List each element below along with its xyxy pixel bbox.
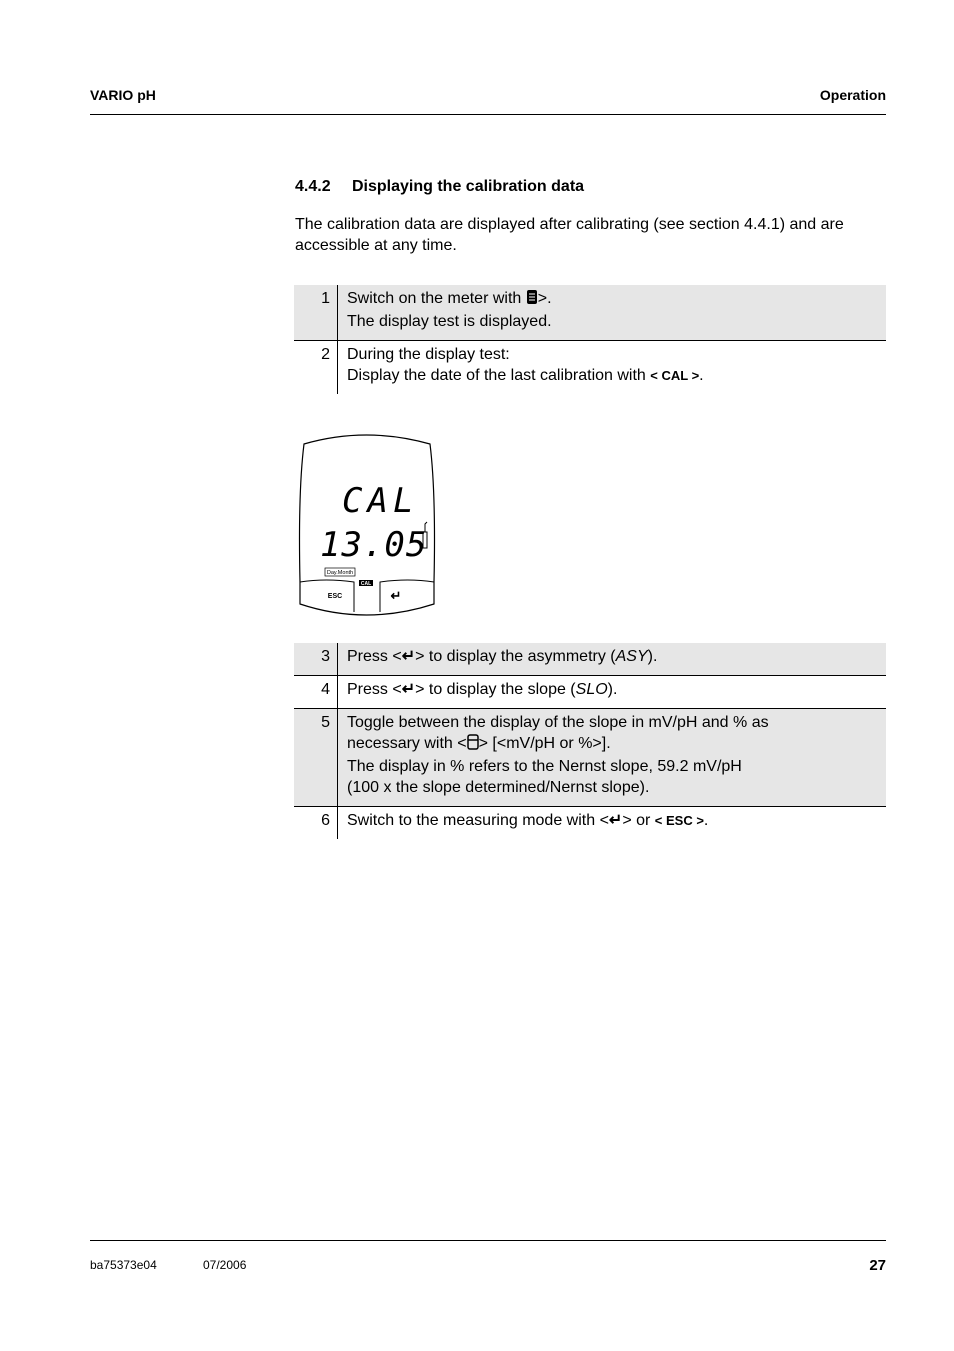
text: Press < bbox=[347, 648, 402, 665]
footer-doc-number: ba75373e04 bbox=[90, 1258, 157, 1272]
enter-key-icon: ↵ bbox=[608, 812, 623, 829]
text: > [<mV/pH or %>]. bbox=[478, 735, 611, 752]
header-section: Operation bbox=[819, 87, 886, 103]
intro-paragraph: The calibration data are displayed after calibrating (see section 4.4.1) and are accessible at any time. bbox=[295, 216, 844, 254]
step-number: 1 bbox=[294, 285, 338, 340]
mode-key-icon bbox=[467, 734, 479, 756]
text: necessary with < bbox=[347, 735, 467, 752]
step-text bbox=[338, 676, 617, 708]
text: > to display the slope ( bbox=[415, 681, 576, 698]
text: (100 x the slope determined/Nernst slope). bbox=[347, 779, 650, 796]
step-number: 2 bbox=[294, 341, 338, 394]
text: > or bbox=[622, 812, 655, 829]
step-row bbox=[294, 643, 886, 675]
header-rule bbox=[90, 114, 886, 115]
cal-key: < CAL > bbox=[650, 368, 700, 383]
text: Switch to the measuring mode with < bbox=[347, 812, 609, 829]
text: The display in % refers to the Nernst slope, 59.2 mV/pH bbox=[347, 758, 742, 775]
page-number: 27 bbox=[869, 1257, 886, 1274]
text: ASY bbox=[615, 648, 648, 665]
step-number: 4 bbox=[294, 676, 338, 708]
text: Toggle between the display of the slope in mV/pH and % as bbox=[347, 714, 769, 731]
enter-button-label: ↵ bbox=[390, 588, 402, 603]
step-row bbox=[294, 708, 886, 806]
header-title: VARIO pH bbox=[90, 87, 156, 103]
step-text bbox=[338, 285, 552, 340]
esc-key: < ESC > bbox=[654, 813, 704, 828]
section-title: Displaying the calibration data bbox=[352, 178, 585, 195]
steps-table-1 bbox=[294, 285, 886, 394]
text: . bbox=[703, 812, 709, 829]
step-number: 5 bbox=[294, 709, 338, 806]
day-month-label: Day.Month bbox=[326, 570, 354, 576]
step-text bbox=[338, 643, 657, 675]
footer-date: 07/2006 bbox=[203, 1258, 247, 1272]
step-row bbox=[294, 675, 886, 708]
text: During the display test: bbox=[347, 346, 510, 363]
section-heading bbox=[295, 178, 584, 196]
text: SLO bbox=[575, 681, 608, 698]
enter-key-icon: ↵ bbox=[401, 681, 416, 698]
text: . bbox=[699, 367, 704, 384]
text: ). bbox=[647, 648, 658, 665]
step-text bbox=[338, 709, 769, 806]
step-row bbox=[294, 285, 886, 340]
display-line-2: 13.05 bbox=[320, 525, 428, 565]
text: The display test is displayed. bbox=[347, 313, 552, 330]
text: Display the date of the last calibration with bbox=[347, 367, 651, 384]
section-number: 4.4.2 bbox=[295, 178, 331, 195]
step-text bbox=[338, 807, 708, 839]
text: > to display the asymmetry ( bbox=[415, 648, 616, 665]
step-number: 6 bbox=[294, 807, 338, 839]
text: >. bbox=[537, 290, 552, 307]
meter-display-illustration bbox=[296, 432, 438, 620]
text: Press < bbox=[347, 681, 402, 698]
step-row bbox=[294, 806, 886, 839]
on-off-key-icon bbox=[526, 289, 538, 311]
esc-button-label: ESC bbox=[327, 593, 343, 600]
cal-tag: CAL bbox=[360, 581, 372, 587]
text: Switch on the meter with bbox=[347, 290, 526, 307]
step-number: 3 bbox=[294, 643, 338, 675]
step-text bbox=[338, 341, 704, 394]
step-row bbox=[294, 340, 886, 394]
text: ). bbox=[607, 681, 618, 698]
footer-rule bbox=[90, 1240, 886, 1241]
display-line-1: CAL bbox=[342, 481, 419, 521]
enter-key-icon: ↵ bbox=[401, 648, 416, 665]
steps-table-2 bbox=[294, 643, 886, 839]
